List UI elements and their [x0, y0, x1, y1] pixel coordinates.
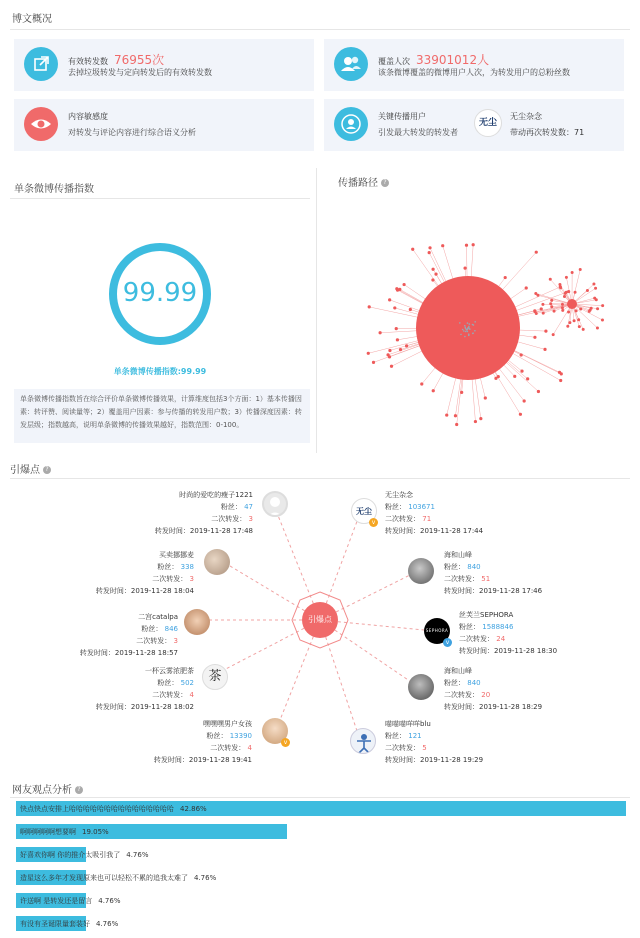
graph-node: [593, 297, 596, 300]
opinion-row: [16, 893, 626, 908]
graph-node: [568, 321, 571, 324]
graph-node: [565, 291, 568, 294]
sensitivity-card: [14, 99, 314, 151]
graph-node: [390, 365, 393, 368]
help-icon[interactable]: ?: [381, 179, 389, 187]
graph-node: [541, 303, 544, 306]
trigger-node[interactable]: 嘿嘿嘿男户女孩 粉丝： 13390 二次转发： 4 转发时间：2019-11-28 19:41: [153, 720, 252, 764]
graph-node: [525, 286, 528, 289]
graph-node: [544, 329, 547, 332]
graph-node: [579, 308, 582, 311]
graph-node: [549, 302, 552, 305]
graph-node: [601, 319, 604, 322]
share-icon: [24, 47, 58, 81]
opinion-text: 快点快点安排上哈哈哈哈哈哈哈哈哈哈哈哈哈哈哈 42.86%: [20, 805, 207, 813]
graph-node: [393, 306, 396, 309]
opinion-row: [16, 801, 626, 816]
coverage-label: 覆盖人次: [378, 57, 410, 66]
graph-node: [550, 305, 553, 308]
key-user-label: 关键传播用户: [378, 112, 426, 121]
graph-node: [542, 312, 545, 315]
help-icon[interactable]: ?: [75, 786, 83, 794]
trigger-node[interactable]: 一杯云雾浓肥茶 粉丝： 502 二次转发： 4 转发时间：2019-11-28 18:02: [95, 667, 194, 711]
key-user-reposts-value: 71: [574, 128, 585, 137]
graph-node: [479, 417, 482, 420]
graph-node: [455, 423, 458, 426]
verified-icon: v: [369, 518, 378, 527]
graph-node: [474, 420, 477, 423]
graph-node: [504, 276, 507, 279]
graph-node: [549, 278, 552, 281]
avatar[interactable]: [350, 728, 376, 754]
trigger-node[interactable]: 喵喵喵咩咩blu 粉丝： 121 二次转发： 5 转发时间：2019-11-28 19:29: [385, 720, 484, 764]
graph-node: [559, 286, 562, 289]
graph-node: [395, 287, 398, 290]
graph-node: [590, 307, 593, 310]
graph-node: [513, 375, 516, 378]
graph-node: [579, 268, 582, 271]
graph-node: [561, 306, 564, 309]
coverage-desc: 该条微博覆盖的微博用户人次，为转发用户的总粉丝数: [378, 68, 570, 77]
graph-node: [594, 287, 597, 290]
trigger-node[interactable]: 时尚的爱吃的瘦子1221 粉丝： 47 二次转发： 3 转发时间：2019-11-28 17:48: [154, 491, 253, 535]
key-user-reposts-label: 带动再次转发数：: [510, 128, 574, 137]
coverage-card: [324, 39, 624, 91]
graph-node: [561, 303, 564, 306]
graph-node: [553, 310, 556, 313]
trigger-title: 引爆点: [10, 465, 40, 476]
opinion-row: [16, 916, 626, 931]
sensitivity-label: 内容敏感度: [68, 112, 108, 121]
graph-node: [428, 251, 431, 254]
graph-node: [563, 295, 566, 298]
graph-node: [445, 413, 448, 416]
opinion-text: 有没有圣诞限量套装好 4.76%: [20, 920, 119, 928]
avatar[interactable]: [408, 558, 434, 584]
opinion-row: [16, 870, 626, 885]
graph-node: [552, 333, 555, 336]
graph-node: [367, 352, 370, 355]
trigger-node[interactable]: 二宫catalpa 粉丝： 846 二次转发： 3 转发时间：2019-11-28 18:57: [79, 613, 178, 657]
opinion-text: 啊啊啊啊啊想要啊 19.05%: [20, 828, 109, 836]
graph-node: [558, 283, 561, 286]
graph-node: [399, 348, 402, 351]
path-panel-title: 传播路径: [338, 178, 378, 189]
verified-icon: v: [443, 638, 452, 647]
users-icon: [334, 47, 368, 81]
graph-node: [368, 305, 371, 308]
graph-node: [543, 348, 546, 351]
opinions-title: 网友观点分析: [12, 785, 72, 796]
graph-node: [534, 310, 537, 313]
opinion-row: [16, 847, 626, 862]
effective-reposts-value: 76955次: [114, 53, 165, 67]
graph-node: [428, 246, 431, 249]
graph-node: [460, 391, 463, 394]
trigger-node[interactable]: 海和山峰 粉丝： 840 二次转发： 20 转发时间：2019-11-28 18:29: [444, 667, 543, 711]
graph-node: [388, 298, 391, 301]
graph-node: [526, 377, 529, 380]
trigger-node[interactable]: 丝芙兰SEPHORA 粉丝： 1588846 二次转发： 24 转发时间：2019-11-28 18:30: [459, 611, 558, 655]
opinion-text: 许送啊 是转发还是留言 4.76%: [20, 897, 121, 905]
graph-node: [574, 291, 577, 294]
eye-icon: [24, 107, 58, 141]
key-user-avatar[interactable]: 无尘: [474, 109, 502, 137]
avatar[interactable]: 茶: [202, 664, 228, 690]
trigger-node[interactable]: 买卖挪挪麦 粉丝： 338 二次转发： 3 转发时间：2019-11-28 18:04: [95, 551, 194, 595]
avatar[interactable]: [408, 674, 434, 700]
graph-node: [402, 283, 405, 286]
graph-node: [388, 355, 391, 358]
trigger-node[interactable]: 无尘杂念 粉丝： 103671 二次转发： 71 转发时间：2019-11-28 17:44: [385, 491, 484, 535]
graph-node: [379, 331, 382, 334]
graph-node: [565, 276, 568, 279]
graph-node: [405, 344, 408, 347]
propagation-graph[interactable]: [320, 200, 630, 450]
overview-title: 博文概况: [12, 14, 52, 25]
graph-node: [497, 375, 500, 378]
graph-node: [567, 310, 570, 313]
graph-node: [396, 338, 399, 341]
graph-node: [432, 389, 435, 392]
graph-hub-node: [567, 299, 577, 309]
effective-reposts-label: 有效转发数: [68, 57, 108, 66]
key-user-name[interactable]: 无尘杂念: [510, 112, 542, 121]
graph-node: [519, 413, 522, 416]
graph-node: [520, 353, 523, 356]
graph-node: [561, 309, 564, 312]
graph-node: [575, 309, 578, 312]
graph-node: [586, 289, 589, 292]
graph-node: [388, 349, 391, 352]
avatar[interactable]: SEPHORA: [424, 618, 450, 644]
help-icon[interactable]: ?: [43, 466, 51, 474]
graph-node: [596, 326, 599, 329]
opinion-text: 造星这么多年才发现原来也可以轻松不累的追我太难了 4.76%: [20, 874, 217, 882]
graph-node: [441, 244, 444, 247]
avatar[interactable]: [262, 491, 288, 517]
key-user-desc: 引发最大转发的转发者: [378, 128, 458, 137]
graph-node: [533, 336, 536, 339]
graph-node: [454, 414, 457, 417]
graph-node: [540, 307, 543, 310]
graph-node: [560, 372, 563, 375]
index-panel-title: 单条微博传播指数: [14, 184, 94, 195]
avatar[interactable]: 无尘: [351, 498, 377, 524]
opinion-row: [16, 824, 626, 839]
graph-node: [537, 390, 540, 393]
graph-node: [550, 299, 553, 302]
trigger-node[interactable]: 海和山峰 粉丝： 840 二次转发： 51 转发时间：2019-11-28 17:46: [444, 551, 543, 595]
coverage-value: 33901012人: [416, 53, 490, 67]
graph-node: [431, 278, 434, 281]
opinion-text: 好喜欢你啊 你的推介太吸引我了 4.76%: [20, 851, 149, 859]
trigger-center-label: 引爆点: [308, 615, 332, 624]
index-score: 99.99: [122, 278, 198, 308]
graph-node: [463, 267, 466, 270]
effective-reposts-desc: 去掉垃圾转发与定向转发后的有效转发数: [68, 68, 212, 77]
graph-node: [523, 399, 526, 402]
graph-node: [472, 243, 475, 246]
graph-node: [484, 396, 487, 399]
graph-node: [559, 379, 562, 382]
graph-node: [372, 361, 375, 364]
graph-node: [431, 268, 434, 271]
graph-node: [520, 370, 523, 373]
graph-node: [566, 325, 569, 328]
graph-node: [465, 244, 468, 247]
graph-node: [534, 292, 537, 295]
index-description: 单条微博传播指数旨在综合评价单条微博传播效果，计算维度包括3个方面：1）基本传播因素：转评赞、阅读量等；2）覆盖用户因素：参与传播的转发用户数；3）传播深度因素：转发层级；指数越高，说明单条微博的传播效果越好，指数范围：0-100。: [14, 389, 310, 443]
graph-node: [582, 328, 585, 331]
verified-icon: v: [281, 738, 290, 747]
graph-node: [573, 319, 576, 322]
graph-node: [409, 308, 412, 311]
graph-node: [420, 382, 423, 385]
graph-node: [592, 283, 595, 286]
graph-node: [577, 318, 580, 321]
graph-node: [596, 307, 599, 310]
graph-node: [535, 251, 538, 254]
graph-node: [601, 304, 604, 307]
index-caption: 单条微博传播指数:99.99: [113, 367, 207, 376]
graph-node: [395, 327, 398, 330]
graph-node: [571, 271, 574, 274]
avatar[interactable]: [184, 609, 210, 635]
graph-node: [578, 325, 581, 328]
graph-node: [411, 248, 414, 251]
effective-reposts-card: [14, 39, 314, 91]
key-user-card: [324, 99, 624, 151]
graph-node: [434, 272, 437, 275]
user-icon: [334, 107, 368, 141]
sensitivity-desc: 对转发与评论内容进行综合语义分析: [68, 128, 196, 137]
avatar[interactable]: [204, 549, 230, 575]
